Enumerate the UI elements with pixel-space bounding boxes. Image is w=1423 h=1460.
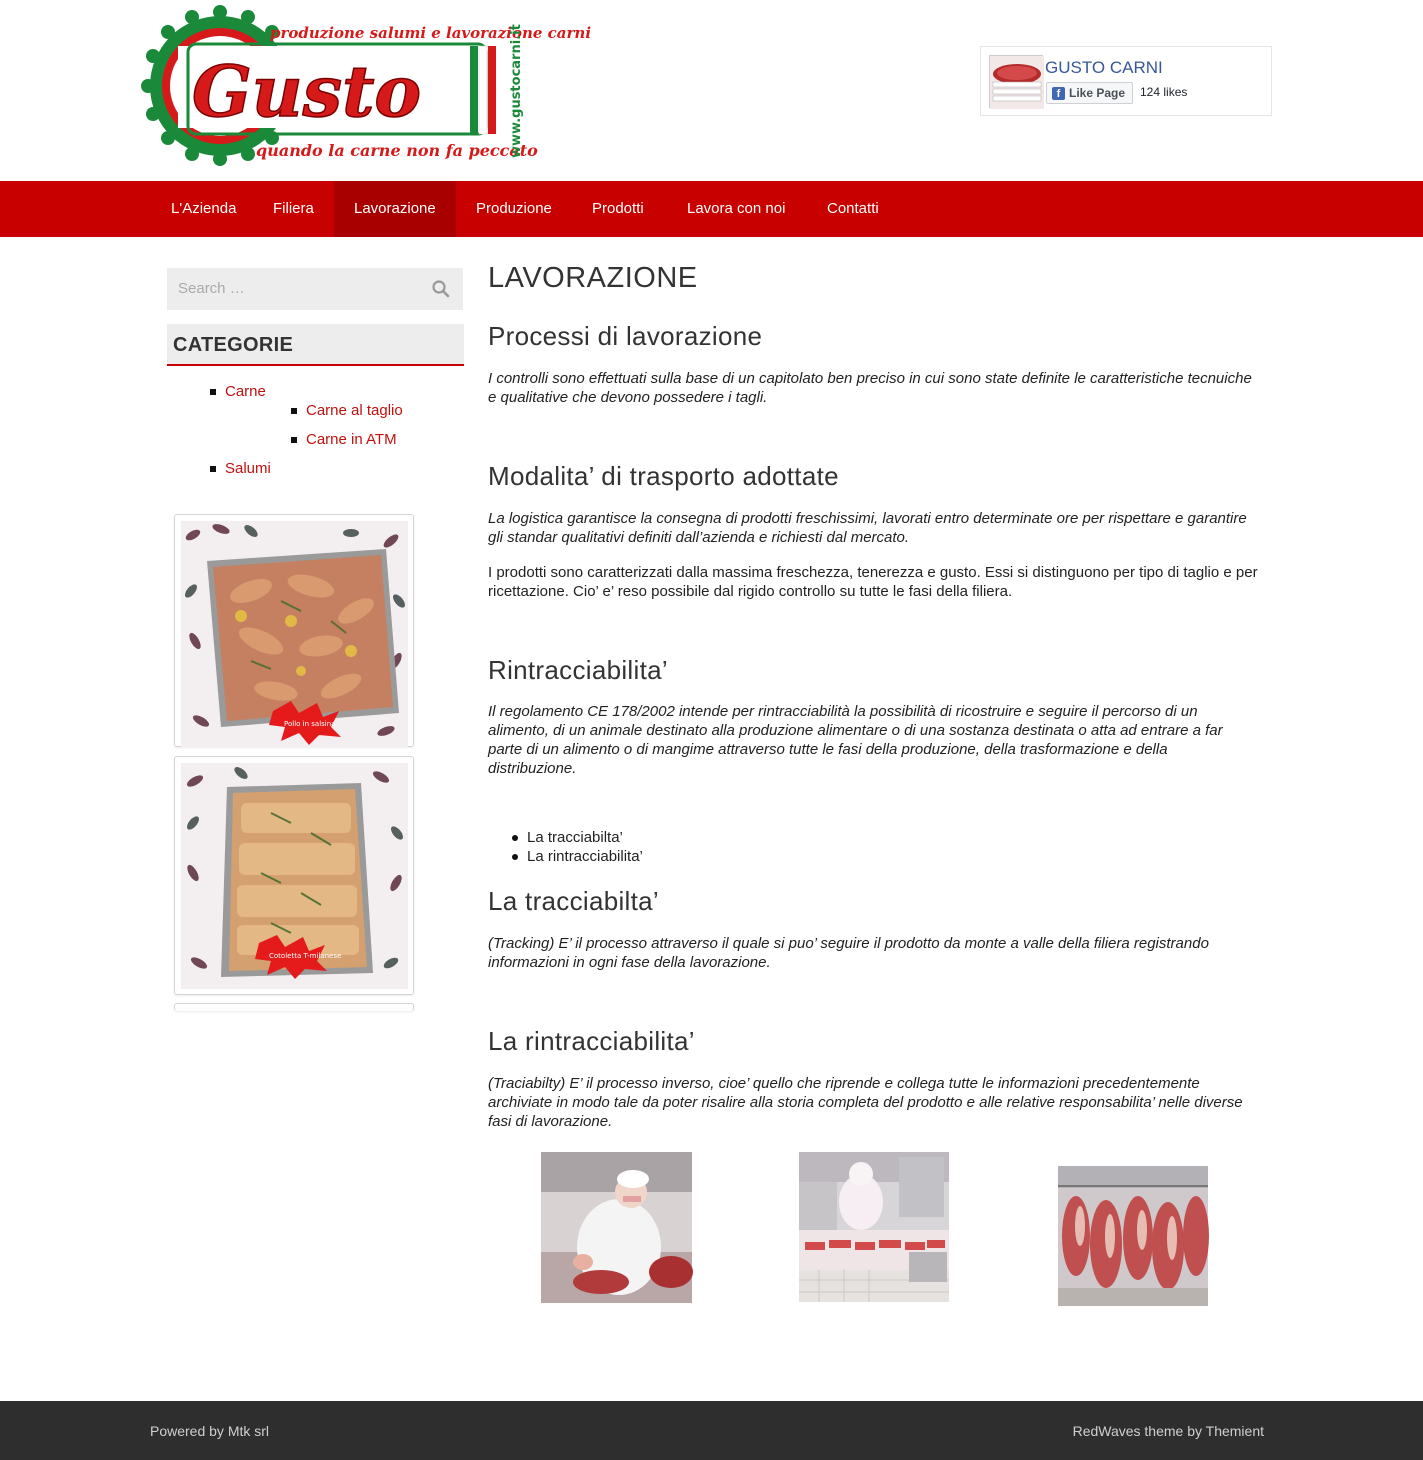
sidebar-photo-partial[interactable] (174, 1003, 414, 1011)
footer-theme-credit[interactable]: RedWaves theme by Themient (1072, 1423, 1264, 1439)
bullet-icon (291, 408, 297, 414)
photo-butcher (541, 1152, 692, 1303)
category-label: Carne al taglio (306, 402, 403, 419)
section-heading: Processi di lavorazione (488, 321, 763, 351)
section-text: I controlli sono effettuati sulla base di un capitolato ben preciso in cui sono state definite le caratteristiche tecnuiche e qualitative che devono possedere i tagli. (488, 370, 1252, 406)
nav-item-filiera[interactable]: Filiera (273, 200, 314, 217)
photo-processing-line (799, 1152, 949, 1302)
sidebar-photo-cotoletta[interactable] (174, 756, 414, 995)
facebook-like-label: Like Page (1069, 86, 1126, 100)
bullet-icon (210, 466, 216, 472)
footer-credit[interactable]: Powered by Mtk srl (150, 1423, 270, 1439)
section-text: Il regolamento CE 178/2002 intende per rintracciabilità la possibilità di ricostruire e seguire il percorso di un alimento, di un animale destinato alla produzione alimentare o di una sostanza destinata o atta ad entrare a far parte di un alimento o di mangime attraverso tutte le fasi della produzione, della trasformazione e della distribuzione. (488, 703, 1223, 777)
logo-brand: Gusto (192, 50, 422, 133)
nav-item-azienda[interactable]: L'Azienda (171, 200, 237, 217)
nav-item-produzione[interactable]: Produzione (476, 200, 552, 217)
section-heading: Modalita’ di trasporto adottate (488, 461, 839, 491)
bullet-icon (512, 835, 518, 841)
search-icon[interactable] (431, 279, 451, 299)
category-label: Carne in ATM (306, 431, 397, 448)
category-label: Carne (225, 383, 266, 400)
logo-tagline: quando la carne non fa peccato (256, 141, 538, 160)
section-text: (Traciabilty) E’ il processo inverso, cioe’ quello che riprende e collega tutte le informazioni precedentemente archiviate in modo tale da poter risalire alla storia completa del prodotto e alle relative responsabilita’ nelle diverse fasi di lavorazione. (488, 1075, 1243, 1130)
nav-item-contatti[interactable]: Contatti (827, 200, 879, 217)
category-label: Salumi (225, 460, 271, 477)
list-item (512, 829, 623, 846)
bullet-icon (512, 854, 518, 860)
section-heading: Rintracciabilita’ (488, 655, 668, 685)
bullet-icon (291, 437, 297, 443)
list-item-label: La rintracciabilita’ (527, 848, 643, 865)
facebook-icon: f (1052, 87, 1065, 100)
search-form (167, 268, 463, 310)
photo-label: Cotoletta T-milanese (269, 952, 342, 960)
sidebar-photo-pollo[interactable] (174, 514, 414, 747)
photo-meat-storage (1058, 1166, 1208, 1306)
logo-top-text: produzione salumi e lavorazione carni (270, 24, 592, 42)
category-carne-al-taglio[interactable] (291, 402, 403, 419)
facebook-likes-count: 124 likes (1140, 85, 1188, 99)
category-salumi[interactable] (210, 460, 271, 477)
facebook-widget (980, 46, 1272, 116)
facebook-page-thumbnail[interactable] (989, 55, 1043, 108)
category-carne[interactable] (210, 383, 266, 400)
facebook-like-button[interactable] (1046, 82, 1133, 104)
site-footer (0, 1401, 1423, 1460)
bullet-icon (210, 389, 216, 395)
nav-item-prodotti[interactable]: Prodotti (592, 200, 644, 217)
categories-title: CATEGORIE (167, 324, 464, 366)
list-item (512, 848, 643, 865)
section-text: La logistica garantisce la consegna di prodotti freschissimi, lavorati entro determinate ore per rispettare e garantire gli standar qualitativi definiti dall’azienda e richiesti dal mercato. (488, 510, 1247, 546)
site-header (0, 0, 1423, 181)
category-carne-in-atm[interactable] (291, 431, 397, 448)
page-title: LAVORAZIONE (488, 262, 698, 294)
search-input[interactable]: Search … (178, 280, 245, 297)
list-item-label: La tracciabilta’ (527, 829, 623, 846)
nav-item-lavorazione[interactable]: Lavorazione (334, 181, 456, 237)
facebook-page-name[interactable]: GUSTO CARNI (1045, 58, 1163, 77)
section-heading: La rintracciabilita’ (488, 1026, 695, 1056)
nav-item-lavora-con-noi[interactable]: Lavora con noi (687, 200, 786, 217)
section-heading: La tracciabilta’ (488, 886, 659, 916)
main-navigation (0, 181, 1423, 237)
site-logo[interactable] (148, 8, 592, 164)
section-text: (Tracking) E’ il processo attraverso il quale si puo’ seguire il prodotto da monte a valle della filiera registrando informazioni in ogni fase della lavorazione. (488, 935, 1209, 971)
section-text: I prodotti sono caratterizzati dalla massima freschezza, tenerezza e gusto. Essi si distinguono per tipo di taglio e per ricettazione. Cio’ e’ reso possibile dal rigido controllo su tutte le fasi della filiera. (488, 564, 1258, 600)
photo-label: Pollo in salsina (284, 720, 336, 728)
logo-url: www.gustocarni.it (509, 24, 524, 158)
